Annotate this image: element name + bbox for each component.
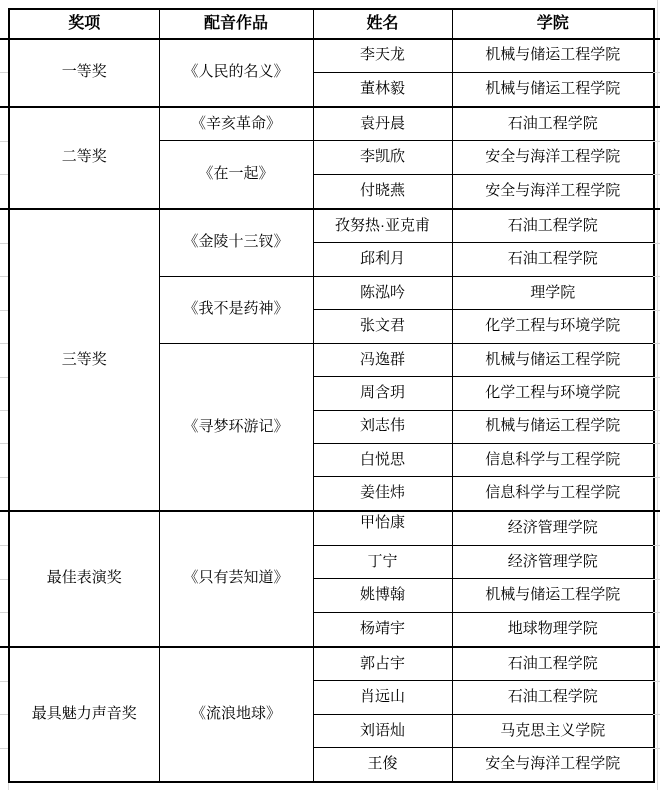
work-cell bbox=[159, 209, 313, 277]
name-cell bbox=[313, 72, 452, 106]
header-cell-0 bbox=[9, 9, 159, 39]
student-name-label: 刘志伟 bbox=[359, 417, 405, 435]
margin-gridline-stub bbox=[0, 310, 8, 311]
college-cell bbox=[452, 310, 654, 343]
name-cell bbox=[313, 477, 452, 511]
student-name-label: 孜努热·亚克甫 bbox=[335, 216, 430, 234]
header-row bbox=[9, 9, 654, 39]
student-name-label: 付晓燕 bbox=[359, 181, 405, 199]
table-row bbox=[9, 511, 654, 545]
college-label: 机械与储运工程学院 bbox=[485, 417, 621, 435]
margin-gridline-stub bbox=[0, 141, 8, 142]
college-cell bbox=[452, 141, 654, 174]
work-title-label: 《流浪地球》 bbox=[190, 704, 281, 722]
margin-gridline-stub bbox=[0, 443, 8, 444]
college-label: 机械与储运工程学院 bbox=[485, 46, 621, 64]
college-label: 石油工程学院 bbox=[507, 216, 598, 234]
name-cell bbox=[313, 714, 452, 747]
student-name-label: 邱利月 bbox=[359, 250, 405, 268]
award-label: 三等奖 bbox=[61, 350, 107, 368]
margin-gridline-stub bbox=[0, 681, 8, 682]
college-label: 理学院 bbox=[530, 283, 576, 301]
header-label: 配音作品 bbox=[203, 15, 268, 33]
college-cell bbox=[452, 612, 654, 646]
work-title-label: 《金陵十三钗》 bbox=[183, 233, 289, 251]
college-cell bbox=[452, 647, 654, 681]
college-cell bbox=[452, 209, 654, 243]
name-cell bbox=[313, 209, 452, 243]
student-name-label: 张文君 bbox=[359, 317, 405, 335]
student-name-label: 周含玥 bbox=[359, 383, 405, 401]
margin-gridline-stub bbox=[0, 377, 8, 378]
name-cell bbox=[313, 443, 452, 476]
header-cell-1 bbox=[159, 9, 313, 39]
work-title-label: 《辛亥革命》 bbox=[190, 114, 281, 132]
college-cell bbox=[452, 477, 654, 511]
award-label: 最具魅力声音奖 bbox=[31, 704, 137, 722]
margin-gridline-stub bbox=[0, 579, 8, 580]
margin-gridline-stub bbox=[0, 545, 8, 546]
college-label: 地球物理学院 bbox=[507, 619, 598, 637]
college-cell bbox=[452, 714, 654, 747]
college-label: 石油工程学院 bbox=[507, 250, 598, 268]
table-row bbox=[9, 647, 654, 681]
margin-gridline-vertical bbox=[8, 783, 9, 790]
margin-gridline-stub bbox=[0, 276, 8, 277]
margin-gridline-stub bbox=[0, 243, 8, 244]
margin-gridline-stub bbox=[0, 174, 8, 175]
name-cell bbox=[313, 511, 452, 545]
margin-gridline-vertical bbox=[657, 0, 658, 790]
awards-table bbox=[8, 8, 655, 783]
work-title-label: 《只有芸知道》 bbox=[183, 569, 289, 587]
college-label: 石油工程学院 bbox=[507, 654, 598, 672]
header-cell-2 bbox=[313, 9, 452, 39]
name-cell bbox=[313, 647, 452, 681]
student-name-label: 陈泓吟 bbox=[359, 283, 405, 301]
work-cell bbox=[159, 647, 313, 783]
college-cell bbox=[452, 343, 654, 376]
header-label: 姓名 bbox=[366, 15, 399, 33]
student-name-label: 李天龙 bbox=[359, 46, 405, 64]
college-cell bbox=[452, 545, 654, 578]
margin-gridline-stub bbox=[0, 714, 8, 715]
name-cell bbox=[313, 377, 452, 410]
student-name-label: 郭占宇 bbox=[359, 654, 405, 672]
work-cell bbox=[159, 107, 313, 141]
name-cell bbox=[313, 612, 452, 646]
name-cell bbox=[313, 681, 452, 714]
college-cell bbox=[452, 511, 654, 545]
college-label: 经济管理学院 bbox=[507, 552, 598, 570]
work-title-label: 《我不是药神》 bbox=[183, 300, 289, 318]
margin-gridline-stub bbox=[0, 612, 8, 613]
name-cell bbox=[313, 748, 452, 782]
student-name-label: 肖远山 bbox=[359, 688, 405, 706]
college-cell bbox=[452, 579, 654, 612]
student-name-label: 李凯欣 bbox=[359, 148, 405, 166]
college-cell bbox=[452, 748, 654, 782]
group-divider-line bbox=[0, 646, 660, 648]
name-cell bbox=[313, 410, 452, 443]
margin-gridline-stub bbox=[0, 748, 8, 749]
award-cell bbox=[9, 647, 159, 783]
college-cell bbox=[452, 443, 654, 476]
group-divider-line bbox=[0, 106, 660, 108]
award-cell bbox=[9, 209, 159, 511]
award-label: 一等奖 bbox=[61, 63, 107, 81]
header-label: 奖项 bbox=[68, 15, 101, 33]
college-label: 安全与海洋工程学院 bbox=[485, 755, 621, 773]
college-label: 机械与储运工程学院 bbox=[485, 586, 621, 604]
college-label: 马克思主义学院 bbox=[500, 721, 606, 739]
student-name-label: 冯逸群 bbox=[359, 350, 405, 368]
student-name-label: 姚博翰 bbox=[359, 586, 405, 604]
college-label: 信息科学与工程学院 bbox=[485, 450, 621, 468]
margin-gridline-stub bbox=[0, 477, 8, 478]
college-label: 化学工程与环境学院 bbox=[485, 383, 621, 401]
header-label: 学院 bbox=[536, 15, 569, 33]
name-cell bbox=[313, 343, 452, 376]
award-cell bbox=[9, 39, 159, 107]
name-cell bbox=[313, 141, 452, 174]
table-body bbox=[9, 39, 654, 782]
table-row bbox=[9, 107, 654, 141]
name-cell bbox=[313, 39, 452, 72]
name-cell bbox=[313, 276, 452, 309]
college-cell bbox=[452, 410, 654, 443]
award-cell bbox=[9, 511, 159, 646]
college-label: 安全与海洋工程学院 bbox=[485, 148, 621, 166]
award-label: 最佳表演奖 bbox=[46, 569, 122, 587]
margin-gridline-stub bbox=[0, 343, 8, 344]
student-name-label: 姜佳炜 bbox=[359, 484, 405, 502]
college-label: 机械与储运工程学院 bbox=[485, 79, 621, 97]
header-cell-3 bbox=[452, 9, 654, 39]
student-name-label: 袁丹晨 bbox=[359, 114, 405, 132]
college-cell bbox=[452, 107, 654, 141]
table-row bbox=[9, 39, 654, 72]
name-cell bbox=[313, 107, 452, 141]
name-cell bbox=[313, 310, 452, 343]
college-cell bbox=[452, 174, 654, 208]
group-divider-line bbox=[0, 208, 660, 210]
work-cell bbox=[159, 276, 313, 343]
work-title-label: 《人民的名义》 bbox=[183, 63, 289, 81]
award-label: 二等奖 bbox=[61, 148, 107, 166]
work-title-label: 《在一起》 bbox=[198, 165, 274, 183]
name-cell bbox=[313, 545, 452, 578]
college-label: 信息科学与工程学院 bbox=[485, 484, 621, 502]
work-title-label: 《寻梦环游记》 bbox=[183, 417, 289, 435]
student-name-label: 董林毅 bbox=[359, 79, 405, 97]
student-name-label: 白悦思 bbox=[359, 450, 405, 468]
college-label: 经济管理学院 bbox=[507, 519, 598, 537]
college-label: 安全与海洋工程学院 bbox=[485, 181, 621, 199]
margin-gridline-stub bbox=[0, 410, 8, 411]
college-cell bbox=[452, 276, 654, 309]
award-cell bbox=[9, 107, 159, 209]
college-label: 石油工程学院 bbox=[507, 114, 598, 132]
student-name-label: 刘语灿 bbox=[359, 721, 405, 739]
college-cell bbox=[452, 39, 654, 72]
student-name-label: 王俊 bbox=[367, 755, 398, 773]
name-cell bbox=[313, 174, 452, 208]
college-cell bbox=[452, 681, 654, 714]
group-divider-line bbox=[0, 38, 660, 40]
margin-gridline-stub bbox=[0, 72, 8, 73]
work-cell bbox=[159, 141, 313, 209]
college-label: 机械与储运工程学院 bbox=[485, 350, 621, 368]
college-cell bbox=[452, 243, 654, 276]
name-cell bbox=[313, 243, 452, 276]
table-row bbox=[9, 209, 654, 243]
college-label: 化学工程与环境学院 bbox=[485, 317, 621, 335]
college-label: 石油工程学院 bbox=[507, 688, 598, 706]
name-cell bbox=[313, 579, 452, 612]
work-cell bbox=[159, 39, 313, 107]
student-name-label: 杨靖宇 bbox=[359, 619, 405, 637]
group-divider-line bbox=[0, 510, 660, 512]
student-name-label: 丁宁 bbox=[367, 552, 398, 570]
college-cell bbox=[452, 377, 654, 410]
college-cell bbox=[452, 72, 654, 106]
work-cell bbox=[159, 343, 313, 511]
work-cell bbox=[159, 511, 313, 646]
student-name-label: 甲怡康 bbox=[359, 514, 405, 532]
